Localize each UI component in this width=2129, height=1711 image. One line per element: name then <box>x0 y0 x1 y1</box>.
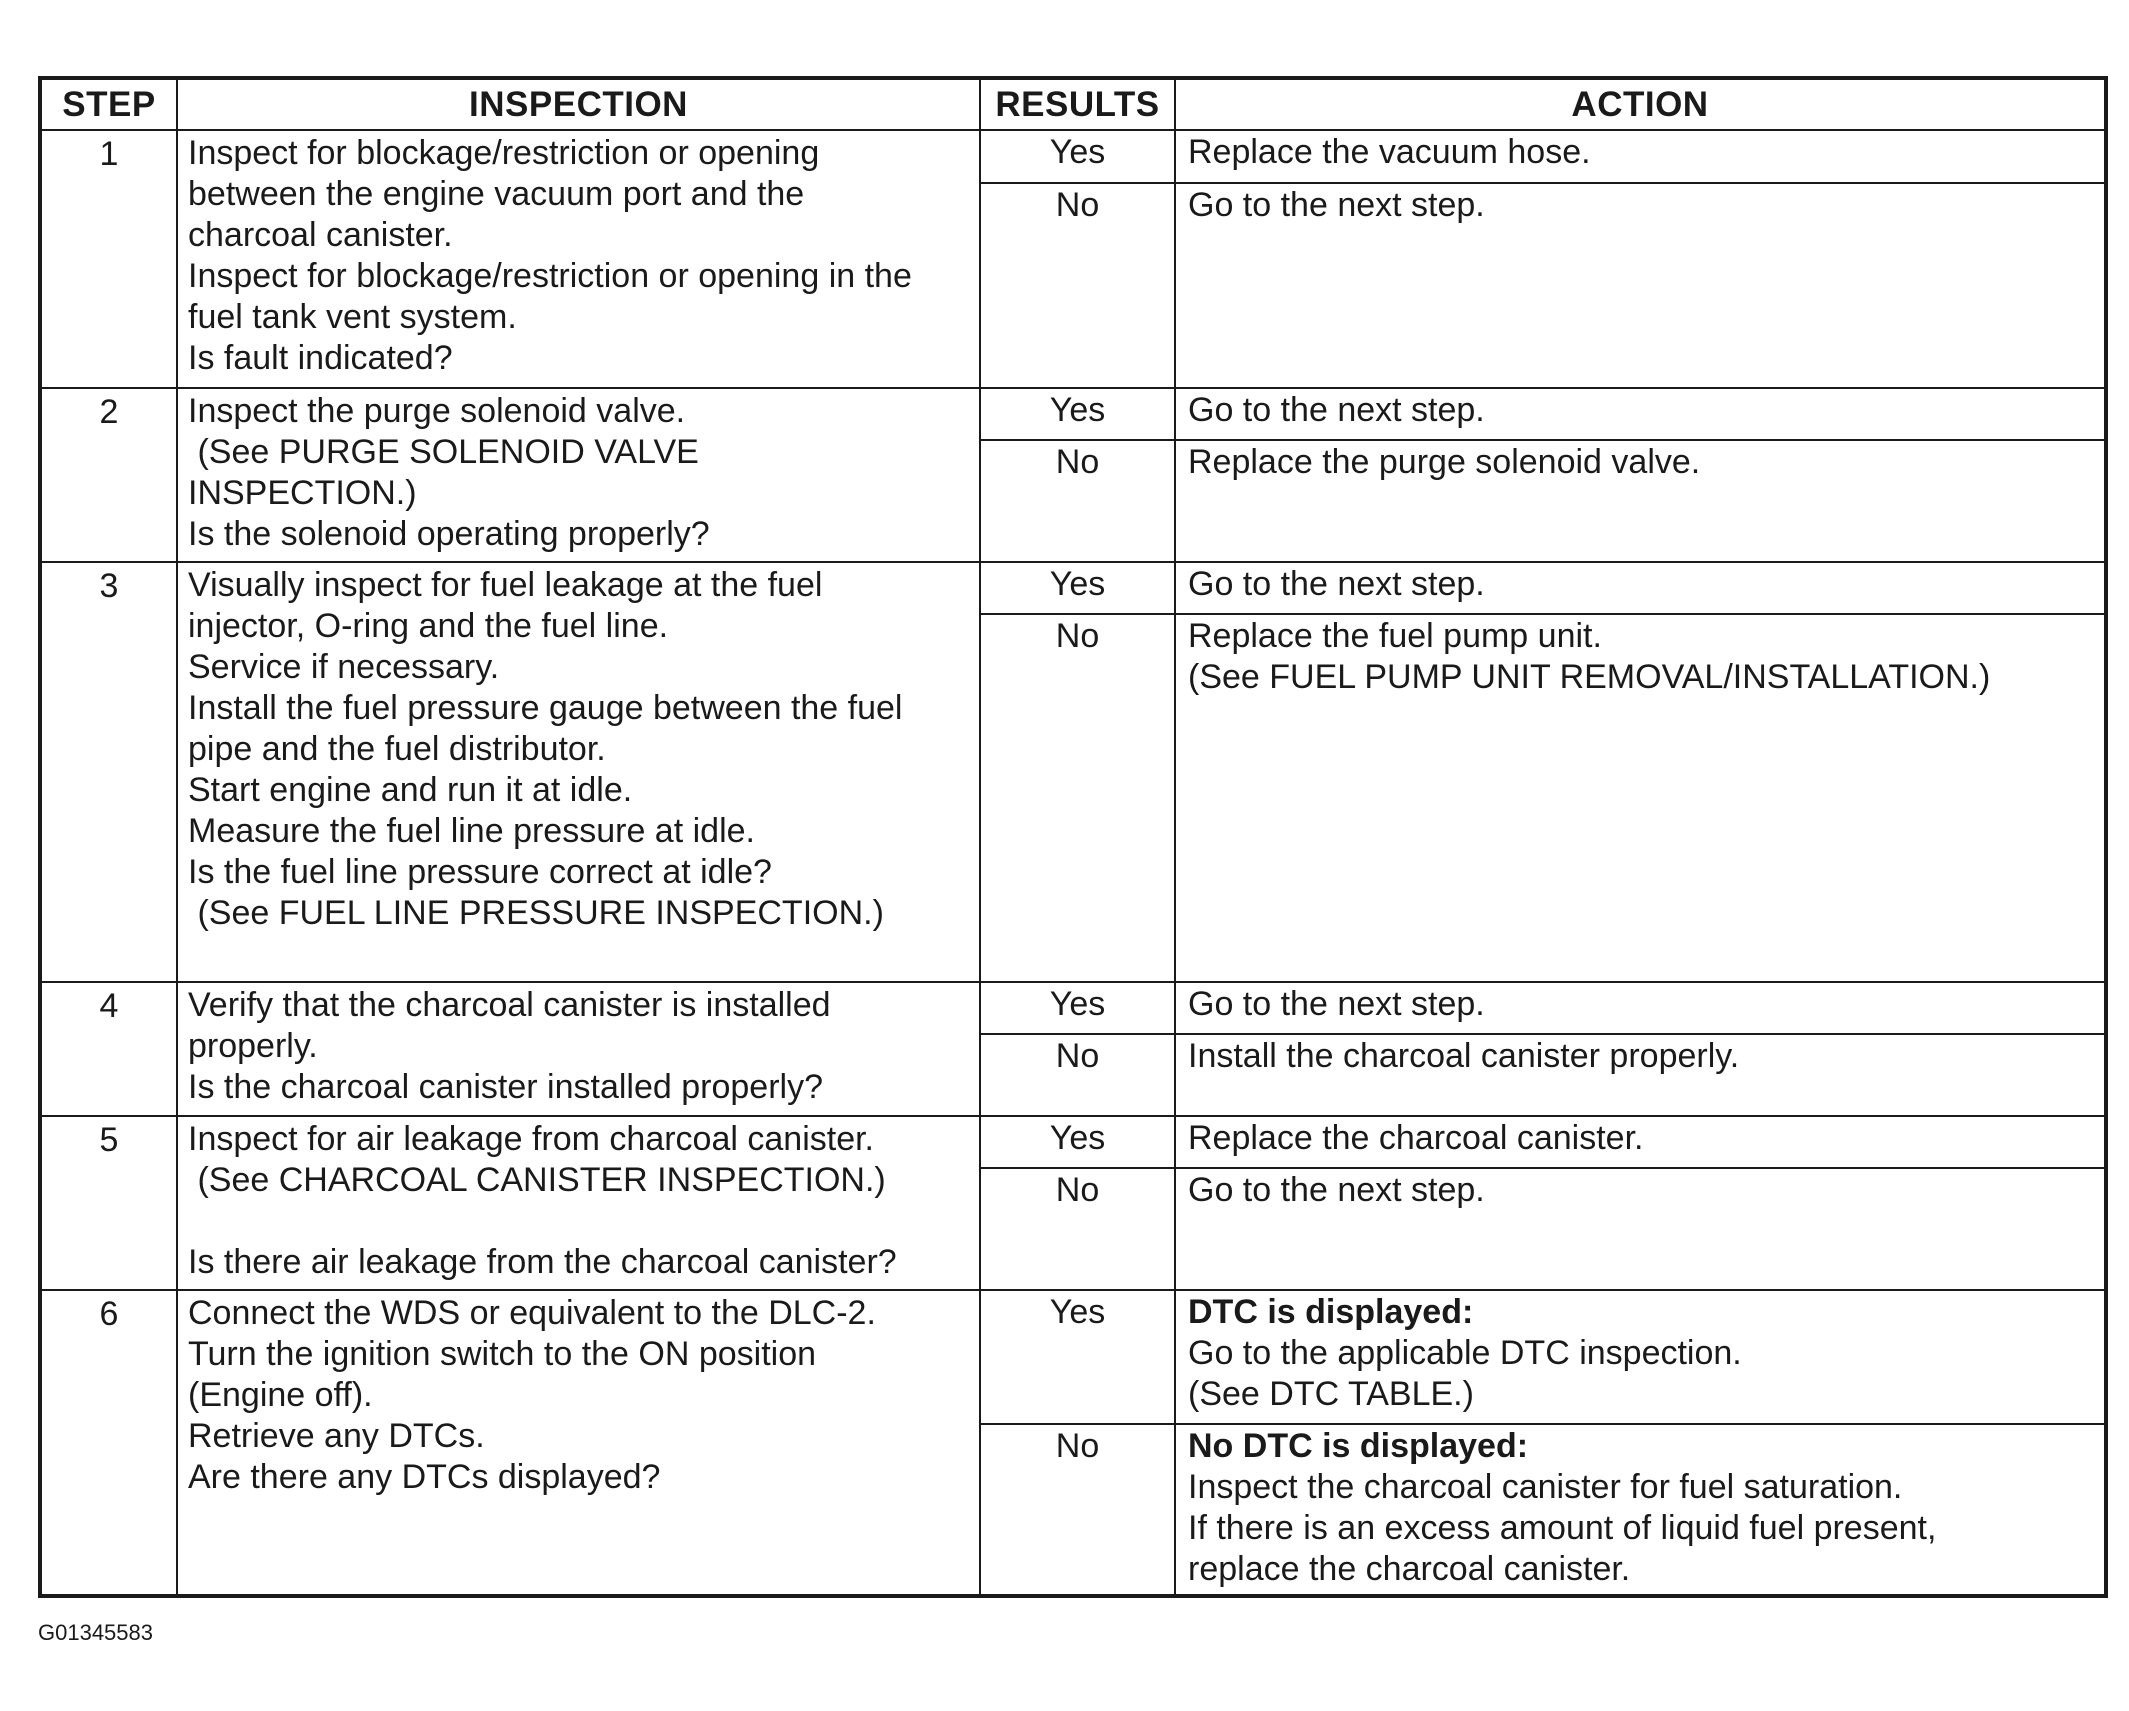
inspection-line: (See CHARCOAL CANISTER INSPECTION.) <box>188 1161 886 1199</box>
action-line: Install the charcoal canister properly. <box>1188 1037 1740 1075</box>
inspection-line: Inspect for air leakage from charcoal canister. <box>188 1120 874 1158</box>
inspection-line: Are there any DTCs displayed? <box>188 1458 661 1496</box>
inspection-line: Retrieve any DTCs. <box>188 1417 485 1455</box>
inspection-line: Verify that the charcoal canister is installed <box>188 986 831 1024</box>
result-yes: Yes <box>980 388 1175 440</box>
action-no <box>1175 440 2106 562</box>
result-no: No <box>980 614 1175 982</box>
step-inspection <box>177 1290 980 1596</box>
step-number: 3 <box>40 562 177 982</box>
inspection-line: (See FUEL LINE PRESSURE INSPECTION.) <box>188 894 884 932</box>
result-no: No <box>980 183 1175 388</box>
result-yes: Yes <box>980 1290 1175 1424</box>
inspection-line: Is the solenoid operating properly? <box>188 515 710 553</box>
action-yes <box>1175 562 2106 614</box>
step-2-yes-row <box>40 388 2106 440</box>
inspection-line: injector, O-ring and the fuel line. <box>188 607 669 645</box>
action-line: Replace the vacuum hose. <box>1188 133 1591 171</box>
action-yes <box>1175 130 2106 183</box>
step-6-yes-row <box>40 1290 2106 1424</box>
action-line: Go to the next step. <box>1188 565 1485 603</box>
step-5-yes-row <box>40 1116 2106 1168</box>
action-line: If there is an excess amount of liquid fuel present, <box>1188 1509 1937 1547</box>
action-line: Replace the charcoal canister. <box>1188 1119 1644 1157</box>
action-title: No DTC is displayed: <box>1188 1427 1529 1465</box>
step-inspection <box>177 982 980 1116</box>
header-action: ACTION <box>1175 78 2106 130</box>
inspection-line: Is there air leakage from the charcoal canister? <box>188 1243 897 1281</box>
step-number: 6 <box>40 1290 177 1596</box>
action-line: Go to the applicable DTC inspection. <box>1188 1334 1742 1372</box>
action-line: replace the charcoal canister. <box>1188 1550 1631 1588</box>
inspection-line: Start engine and run it at idle. <box>188 771 633 809</box>
action-line: Replace the fuel pump unit. <box>1188 617 1602 655</box>
inspection-line: Turn the ignition switch to the ON position <box>188 1335 817 1373</box>
header-row <box>40 78 2106 130</box>
inspection-line: Connect the WDS or equivalent to the DLC-2. <box>188 1294 876 1332</box>
action-yes <box>1175 1290 2106 1424</box>
inspection-line: properly. <box>188 1027 318 1065</box>
inspection-line: (See PURGE SOLENOID VALVE <box>188 433 699 471</box>
inspection-line: fuel tank vent system. <box>188 298 517 336</box>
step-inspection <box>177 130 980 388</box>
action-line: Go to the next step. <box>1188 391 1485 429</box>
step-inspection <box>177 1116 980 1290</box>
inspection-line: Inspect for blockage/restriction or opening <box>188 134 820 172</box>
inspection-line: Is the charcoal canister installed properly? <box>188 1068 823 1106</box>
inspection-line: pipe and the fuel distributor. <box>188 730 606 768</box>
inspection-line: INSPECTION.) <box>188 474 417 512</box>
figure-id: G01345583 <box>38 1620 153 1645</box>
inspection-line: Measure the fuel line pressure at idle. <box>188 812 755 850</box>
inspection-line: Is fault indicated? <box>188 339 453 377</box>
inspection-line: Inspect the purge solenoid valve. <box>188 392 686 430</box>
action-line: Go to the next step. <box>1188 985 1485 1023</box>
inspection-line: Install the fuel pressure gauge between the fuel <box>188 689 903 727</box>
action-yes <box>1175 982 2106 1034</box>
step-3-yes-row <box>40 562 2106 614</box>
table-body <box>40 130 2106 1596</box>
result-no: No <box>980 1168 1175 1290</box>
action-line: Replace the purge solenoid valve. <box>1188 443 1701 481</box>
result-yes: Yes <box>980 130 1175 183</box>
step-inspection <box>177 562 980 982</box>
diagnostic-table <box>38 76 2108 1598</box>
header-inspection: INSPECTION <box>177 78 980 130</box>
action-no <box>1175 614 2106 982</box>
action-yes <box>1175 1116 2106 1168</box>
result-no: No <box>980 1034 1175 1116</box>
inspection-line: charcoal canister. <box>188 216 453 254</box>
action-line: (See DTC TABLE.) <box>1188 1375 1474 1413</box>
inspection-line: Is the fuel line pressure correct at idle? <box>188 853 772 891</box>
action-no <box>1175 1424 2106 1596</box>
step-number: 2 <box>40 388 177 562</box>
inspection-line: Visually inspect for fuel leakage at the fuel <box>188 566 823 604</box>
result-no: No <box>980 440 1175 562</box>
result-yes: Yes <box>980 1116 1175 1168</box>
header-results: RESULTS <box>980 78 1175 130</box>
step-number: 4 <box>40 982 177 1116</box>
header-step: STEP <box>40 78 177 130</box>
step-inspection <box>177 388 980 562</box>
step-4-yes-row <box>40 982 2106 1034</box>
result-no: No <box>980 1424 1175 1596</box>
action-yes <box>1175 388 2106 440</box>
action-title: DTC is displayed: <box>1188 1293 1474 1331</box>
inspection-line: Inspect for blockage/restriction or opening in the <box>188 257 912 295</box>
result-yes: Yes <box>980 982 1175 1034</box>
action-no <box>1175 1034 2106 1116</box>
inspection-line: between the engine vacuum port and the <box>188 175 805 213</box>
inspection-line: Service if necessary. <box>188 648 500 686</box>
action-line: (See FUEL PUMP UNIT REMOVAL/INSTALLATION.) <box>1188 658 1991 696</box>
action-line: Inspect the charcoal canister for fuel saturation. <box>1188 1468 1903 1506</box>
step-number: 5 <box>40 1116 177 1290</box>
action-no <box>1175 183 2106 388</box>
result-yes: Yes <box>980 562 1175 614</box>
action-no <box>1175 1168 2106 1290</box>
action-line: Go to the next step. <box>1188 1171 1485 1209</box>
action-line: Go to the next step. <box>1188 186 1485 224</box>
inspection-line <box>188 1201 969 1242</box>
step-1-yes-row <box>40 130 2106 183</box>
inspection-line: (Engine off). <box>188 1376 373 1414</box>
step-number: 1 <box>40 130 177 388</box>
